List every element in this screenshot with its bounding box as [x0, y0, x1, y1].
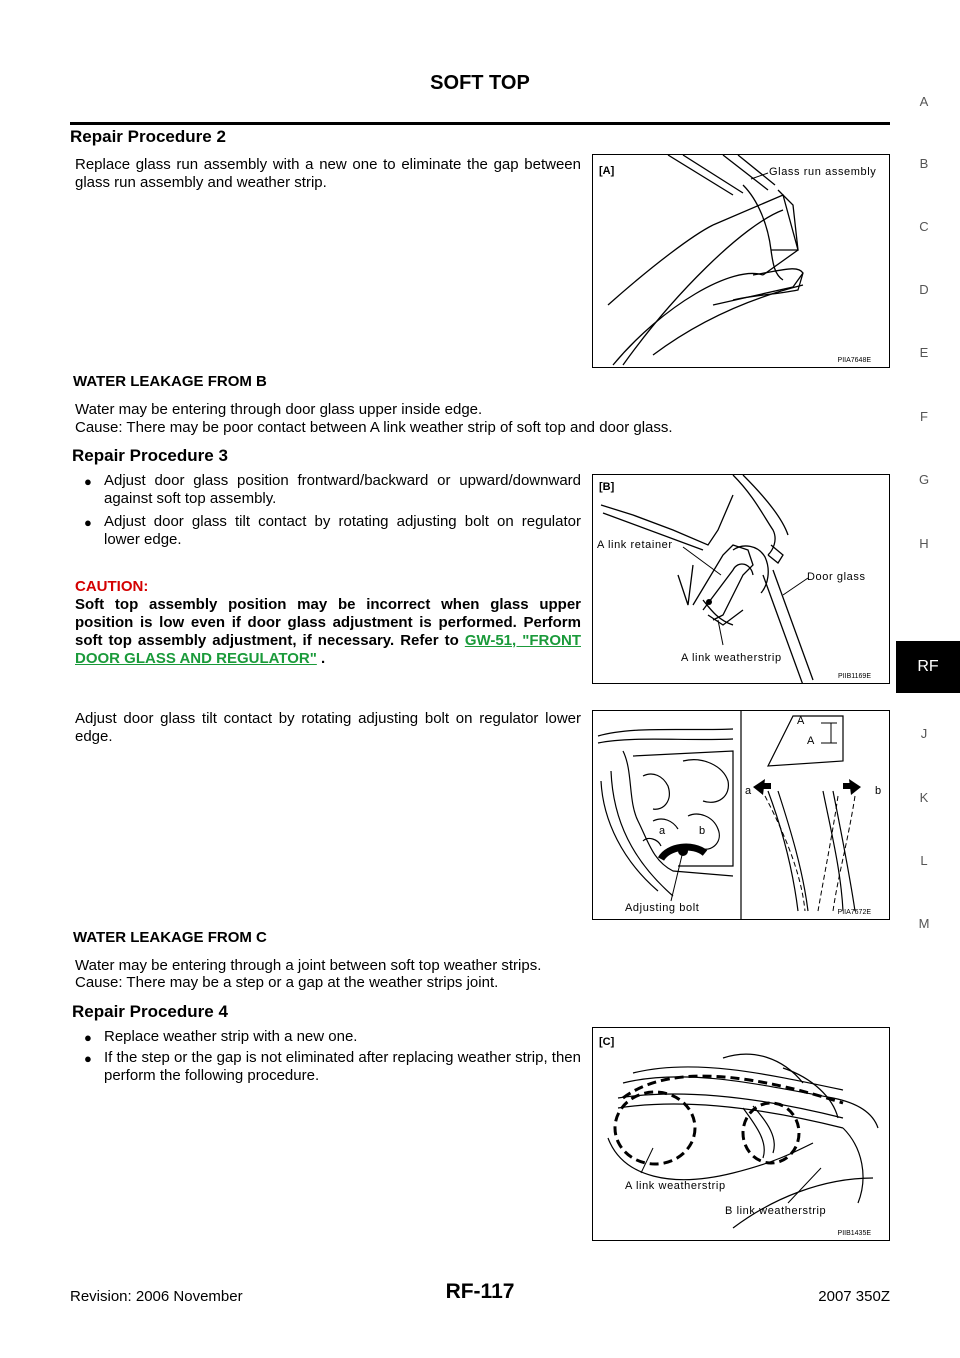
fig1-line [623, 210, 783, 365]
rp4-bullet-2: If the step or the gap is not eliminated after replacing weather strip, then perform the following procedure. [104, 1049, 581, 1084]
side-index-rf-active[interactable]: RF [896, 641, 960, 693]
footer-model: 2007 350Z [818, 1288, 890, 1305]
fig4-tag: [C] [599, 1036, 615, 1048]
heading-water-leakage-c: WATER LEAKAGE FROM C [73, 929, 267, 946]
fig3-label-a-left: a [659, 825, 666, 837]
heading-repair-procedure-4: Repair Procedure 4 [72, 1002, 228, 1021]
figure-1-drawing [593, 155, 889, 367]
figure-glass-run-assembly [592, 154, 890, 368]
leak-c-line1: Water may be entering through a joint between soft top weather strips. [75, 957, 542, 974]
fig2-tag: [B] [599, 481, 615, 493]
fig3-label-a-right: a [745, 785, 752, 797]
side-index-g[interactable]: G [918, 472, 930, 487]
fig3-label-b-right: b [875, 785, 882, 797]
figure-3-drawing [593, 711, 889, 919]
fig4-label-b-link: B link weatherstrip [725, 1205, 827, 1217]
rp4-bullet-1: Replace weather strip with a new one. [104, 1028, 358, 1045]
figure-adjusting-bolt [592, 710, 890, 920]
side-index-b[interactable]: B [919, 156, 929, 171]
side-index-k[interactable]: K [919, 790, 929, 805]
rp3-bullet-2: Adjust door glass tilt contact by rotating adjusting bolt on regulator lower edge. [104, 513, 581, 548]
fig4-code: PIIB1435E [837, 1230, 871, 1237]
bullet-icon: ● [84, 1051, 92, 1066]
caution-reference-link[interactable]: GW-51, "FRONT DOOR GLASS AND REGULATOR" [75, 632, 581, 667]
fig1-code: PIIA7648E [837, 357, 871, 364]
side-index-e[interactable]: E [919, 345, 929, 360]
rp3-bullet-1: Adjust door glass position frontward/backward or upward/downward against soft top assembly. [104, 472, 581, 507]
fig4-label-a-link: A link weatherstrip [625, 1180, 726, 1192]
fig2-label-door-glass: Door glass [807, 571, 866, 583]
figure-a-link-retainer [592, 474, 890, 684]
header-rule [70, 122, 890, 125]
fig3-label-A-bottom: A [807, 735, 815, 747]
side-index-l[interactable]: L [920, 853, 928, 868]
side-index-h[interactable]: H [919, 536, 929, 551]
page-header-title: SOFT TOP [430, 72, 530, 94]
bullet-icon: ● [84, 474, 92, 489]
figure-weatherstrip-joint [592, 1027, 890, 1241]
fig3-code: PIIA7672E [837, 909, 871, 916]
heading-repair-procedure-2: Repair Procedure 2 [70, 127, 226, 146]
bullet-icon: ● [84, 1030, 92, 1045]
footer-page-number: RF-117 [445, 1280, 515, 1303]
fig3-label-A-top: A [797, 715, 805, 727]
side-index-d[interactable]: D [919, 282, 929, 297]
side-index-m[interactable]: M [918, 916, 930, 931]
fig1-tag: [A] [599, 165, 615, 177]
heading-water-leakage-b: WATER LEAKAGE FROM B [73, 373, 267, 390]
caution-text: Soft top assembly position may be incorrect when glass upper position is low even if door glass adjustment is performed. Perform soft top assembly adjustment, if necessary. Refer to [75, 596, 581, 649]
leak-b-line2: Cause: There may be poor contact between A link weather strip of soft top and door glass. [75, 419, 673, 436]
heading-repair-procedure-3: Repair Procedure 3 [72, 446, 228, 465]
caution-end: . [316, 650, 326, 667]
fig2-label-weatherstrip: A link weatherstrip [681, 652, 782, 664]
side-index-f[interactable]: F [920, 409, 928, 424]
fig2-code: PIIB1169E [838, 673, 871, 680]
fig3-label-b-left: b [699, 825, 706, 837]
caution-body [75, 596, 581, 668]
caution-label: CAUTION: [75, 578, 149, 595]
leak-b-line1: Water may be entering through door glass upper inside edge. [75, 401, 483, 418]
fig2-label-retainer: A link retainer [597, 539, 673, 551]
fig1-label-glass-run: Glass run assembly [769, 166, 877, 178]
side-index-j[interactable]: J [920, 726, 928, 741]
side-index-a[interactable]: A [919, 94, 929, 109]
footer-revision: Revision: 2006 November [70, 1288, 243, 1305]
bullet-icon: ● [84, 515, 92, 530]
fig3-label-adjusting-bolt: Adjusting bolt [625, 902, 700, 914]
rp2-text: Replace glass run assembly with a new one to eliminate the gap between glass run assembly and weather strip. [75, 156, 581, 191]
leak-c-line2: Cause: There may be a step or a gap at the weather strips joint. [75, 974, 499, 991]
side-index-c[interactable]: C [919, 219, 929, 234]
rp3-after-text: Adjust door glass tilt contact by rotating adjusting bolt on regulator lower edge. [75, 710, 581, 745]
